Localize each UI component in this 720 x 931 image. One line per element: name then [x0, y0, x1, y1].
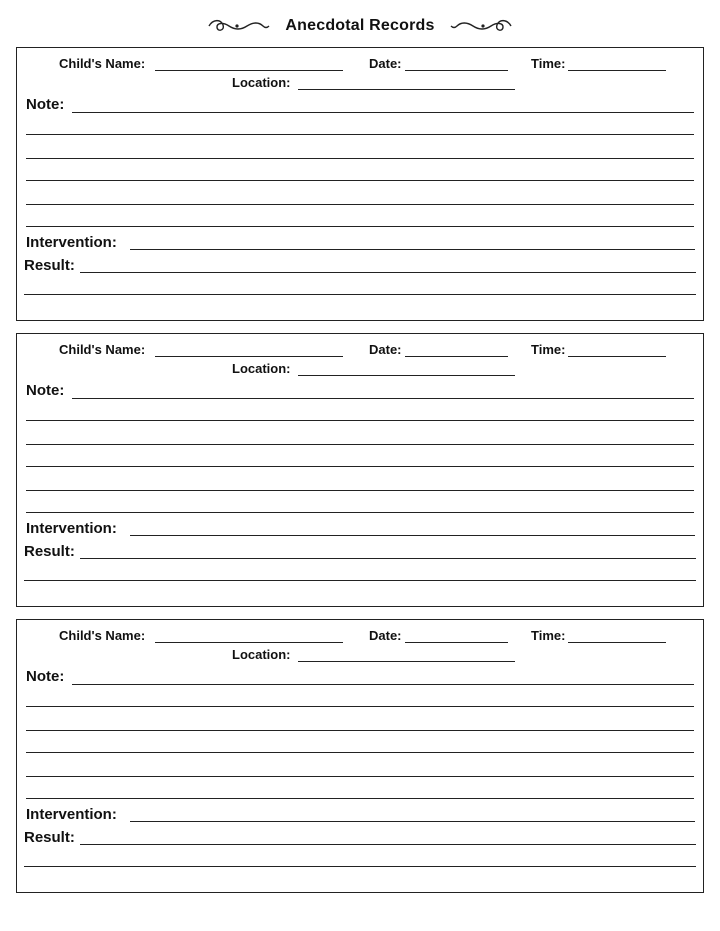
note-line[interactable]: [72, 398, 694, 399]
flourish-left-icon: [207, 17, 271, 35]
note-line[interactable]: [26, 490, 694, 491]
time-field[interactable]: [568, 70, 666, 71]
intervention-label: Intervention:: [26, 520, 117, 537]
intervention-line[interactable]: [130, 249, 695, 250]
location-label: Location:: [232, 361, 291, 376]
record-card-1: [16, 47, 704, 321]
note-label: Note:: [26, 382, 65, 399]
child-name-label: Child's Name:: [59, 628, 146, 643]
date-label: Date:: [369, 342, 402, 357]
time-label: Time:: [531, 56, 566, 71]
note-line[interactable]: [26, 776, 694, 777]
note-line[interactable]: [26, 134, 694, 135]
intervention-label: Intervention:: [26, 806, 117, 823]
child-name-field[interactable]: [155, 642, 343, 643]
note-line[interactable]: [72, 684, 694, 685]
location-label: Location:: [232, 75, 291, 90]
note-line[interactable]: [26, 420, 694, 421]
result-line[interactable]: [24, 866, 696, 867]
note-line[interactable]: [26, 226, 694, 227]
time-field[interactable]: [568, 356, 666, 357]
result-line[interactable]: [24, 580, 696, 581]
location-label: Location:: [232, 647, 291, 662]
note-label: Note:: [26, 668, 65, 685]
date-field[interactable]: [405, 70, 508, 71]
note-line[interactable]: [26, 204, 694, 205]
child-name-field[interactable]: [155, 356, 343, 357]
note-line[interactable]: [26, 798, 694, 799]
date-field[interactable]: [405, 356, 508, 357]
note-line[interactable]: [26, 444, 694, 445]
note-line[interactable]: [26, 730, 694, 731]
note-line[interactable]: [72, 112, 694, 113]
result-label: Result:: [24, 543, 75, 560]
result-line[interactable]: [24, 294, 696, 295]
note-line[interactable]: [26, 158, 694, 159]
time-label: Time:: [531, 628, 566, 643]
page-header: [0, 14, 720, 38]
record-card-3: [16, 619, 704, 893]
result-line[interactable]: [80, 272, 696, 273]
location-field[interactable]: [298, 375, 515, 376]
note-line[interactable]: [26, 706, 694, 707]
location-field[interactable]: [298, 661, 515, 662]
record-card-2: [16, 333, 704, 607]
note-line[interactable]: [26, 466, 694, 467]
flourish-right-icon: [449, 17, 513, 35]
result-label: Result:: [24, 257, 75, 274]
time-label: Time:: [531, 342, 566, 357]
intervention-label: Intervention:: [26, 234, 117, 251]
result-line[interactable]: [80, 844, 696, 845]
child-name-label: Child's Name:: [59, 56, 146, 71]
intervention-line[interactable]: [130, 821, 695, 822]
note-label: Note:: [26, 96, 65, 113]
location-field[interactable]: [298, 89, 515, 90]
note-line[interactable]: [26, 512, 694, 513]
date-field[interactable]: [405, 642, 508, 643]
page-title: Anecdotal Records: [285, 17, 435, 34]
date-label: Date:: [369, 628, 402, 643]
child-name-label: Child's Name:: [59, 342, 146, 357]
time-field[interactable]: [568, 642, 666, 643]
result-line[interactable]: [80, 558, 696, 559]
child-name-field[interactable]: [155, 70, 343, 71]
result-label: Result:: [24, 829, 75, 846]
note-line[interactable]: [26, 180, 694, 181]
note-line[interactable]: [26, 752, 694, 753]
intervention-line[interactable]: [130, 535, 695, 536]
date-label: Date:: [369, 56, 402, 71]
